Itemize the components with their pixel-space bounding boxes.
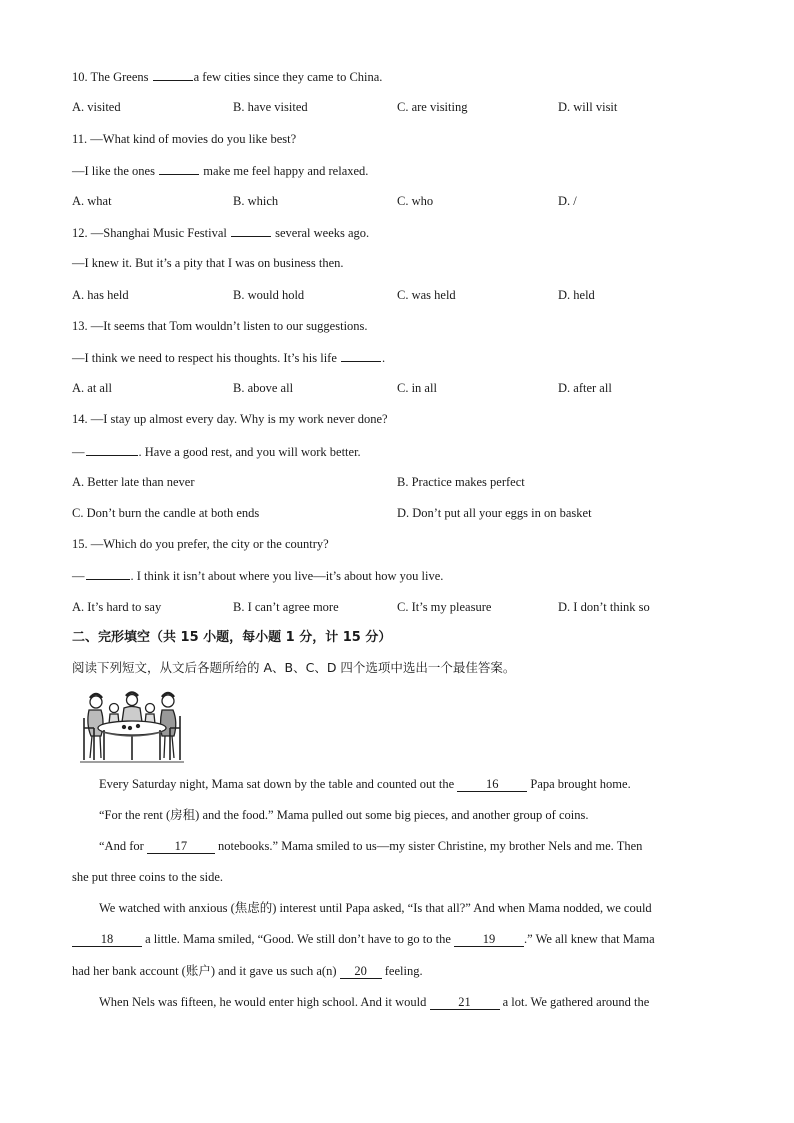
option-b[interactable]: B. I can’t agree more: [233, 600, 339, 614]
option-a[interactable]: A. has held: [72, 288, 129, 302]
passage-line: When Nels was fifteen, he would enter high school. And it would 21 a lot. We gathered around the: [99, 995, 650, 1009]
option-b[interactable]: B. above all: [233, 381, 294, 395]
cloze-blank-20: 20: [340, 964, 382, 979]
answer-blank: [86, 567, 130, 580]
cloze-blank-17: 17: [147, 839, 215, 854]
option-a[interactable]: A. Better late than never: [72, 475, 195, 489]
question-10-stem: 10. The Greens a few cities since they came to China.: [72, 70, 383, 84]
question-15-stem: 15. —Which do you prefer, the city or the country?: [72, 537, 329, 551]
answer-blank: [341, 349, 381, 362]
option-d[interactable]: D. held: [558, 288, 595, 302]
question-14-stem: 14. —I stay up almost every day. Why is my work never done?: [72, 412, 388, 426]
question-13-stem: 13. —It seems that Tom wouldn’t listen to our suggestions.: [72, 319, 368, 333]
question-15-reply: — . I think it isn’t about where you live—it’s about how you live.: [72, 569, 444, 583]
option-c[interactable]: C. It’s my pleasure: [397, 600, 492, 614]
answer-blank: [231, 224, 271, 237]
question-13-options: [72, 380, 732, 396]
option-b[interactable]: B. which: [233, 194, 279, 208]
answer-blank: [86, 443, 138, 456]
option-b[interactable]: B. have visited: [233, 100, 308, 114]
option-b[interactable]: B. would hold: [233, 288, 305, 302]
cloze-blank-19: 19: [454, 932, 524, 947]
passage-line: We watched with anxious (焦虑的) interest until Papa asked, “Is that all?” And when Mama nodded, we could: [99, 901, 652, 915]
option-c[interactable]: C. are visiting: [397, 100, 468, 114]
cloze-blank-21: 21: [430, 995, 500, 1010]
option-a[interactable]: A. at all: [72, 381, 112, 395]
family-table-illustration: [80, 688, 184, 764]
option-c[interactable]: C. Don’t burn the candle at both ends: [72, 506, 260, 520]
answer-blank: [153, 68, 193, 81]
option-c[interactable]: C. who: [397, 194, 434, 208]
option-d[interactable]: D. I don’t think so: [558, 600, 650, 614]
question-13-reply: —I think we need to respect his thoughts. It’s his life .: [72, 351, 386, 365]
question-14-options-row2: [72, 505, 732, 521]
option-b[interactable]: B. Practice makes perfect: [397, 475, 525, 489]
question-12-reply: —I knew it. But it’s a pity that I was on business then.: [72, 256, 344, 270]
question-15-options: [72, 599, 732, 615]
option-a[interactable]: A. what: [72, 194, 112, 208]
question-11-options: [72, 193, 732, 209]
question-12-options: [72, 287, 732, 303]
passage-line: had her bank account (账户) and it gave us such a(n) 20 feeling.: [72, 964, 423, 978]
option-a[interactable]: A. visited: [72, 100, 121, 114]
passage-line: “For the rent (房租) and the food.” Mama pulled out some big pieces, and another group of coins.: [99, 808, 589, 822]
option-d[interactable]: D. after all: [558, 381, 612, 395]
question-14-options-row1: [72, 474, 732, 490]
question-10-options: [72, 99, 732, 115]
option-a[interactable]: A. It’s hard to say: [72, 600, 162, 614]
option-c[interactable]: C. in all: [397, 381, 437, 395]
cloze-blank-18: 18: [72, 932, 142, 947]
question-12-stem: 12. —Shanghai Music Festival several weeks ago.: [72, 226, 370, 240]
option-d[interactable]: D. /: [558, 194, 577, 208]
passage-line: Every Saturday night, Mama sat down by the table and counted out the 16 Papa brought home.: [99, 777, 631, 791]
passage-line: “And for 17 notebooks.” Mama smiled to us—my sister Christine, my brother Nels and me. Then: [99, 839, 643, 853]
answer-blank: [159, 162, 199, 175]
cloze-blank-16: 16: [457, 777, 527, 792]
passage-line: she put three coins to the side.: [72, 870, 224, 884]
section-heading: 二、完形填空（共 15 小题，每小题 1 分，计 15 分）: [72, 630, 392, 645]
passage-line: 18 a little. Mama smiled, “Good. We still don’t have to go to the 19 .” We all knew that Mama: [72, 931, 655, 947]
question-11-reply: —I like the ones make me feel happy and relaxed.: [72, 164, 369, 178]
section-instruction: 阅读下列短文，从文后各题所给的 A、B、C、D 四个选项中选出一个最佳答案。: [72, 660, 516, 675]
option-c[interactable]: C. was held: [397, 288, 456, 302]
option-d[interactable]: D. will visit: [558, 100, 618, 114]
option-d[interactable]: D. Don’t put all your eggs in on basket: [397, 506, 592, 520]
question-14-reply: — . Have a good rest, and you will work better.: [72, 445, 361, 459]
question-11-stem: 11. —What kind of movies do you like best?: [72, 132, 297, 146]
